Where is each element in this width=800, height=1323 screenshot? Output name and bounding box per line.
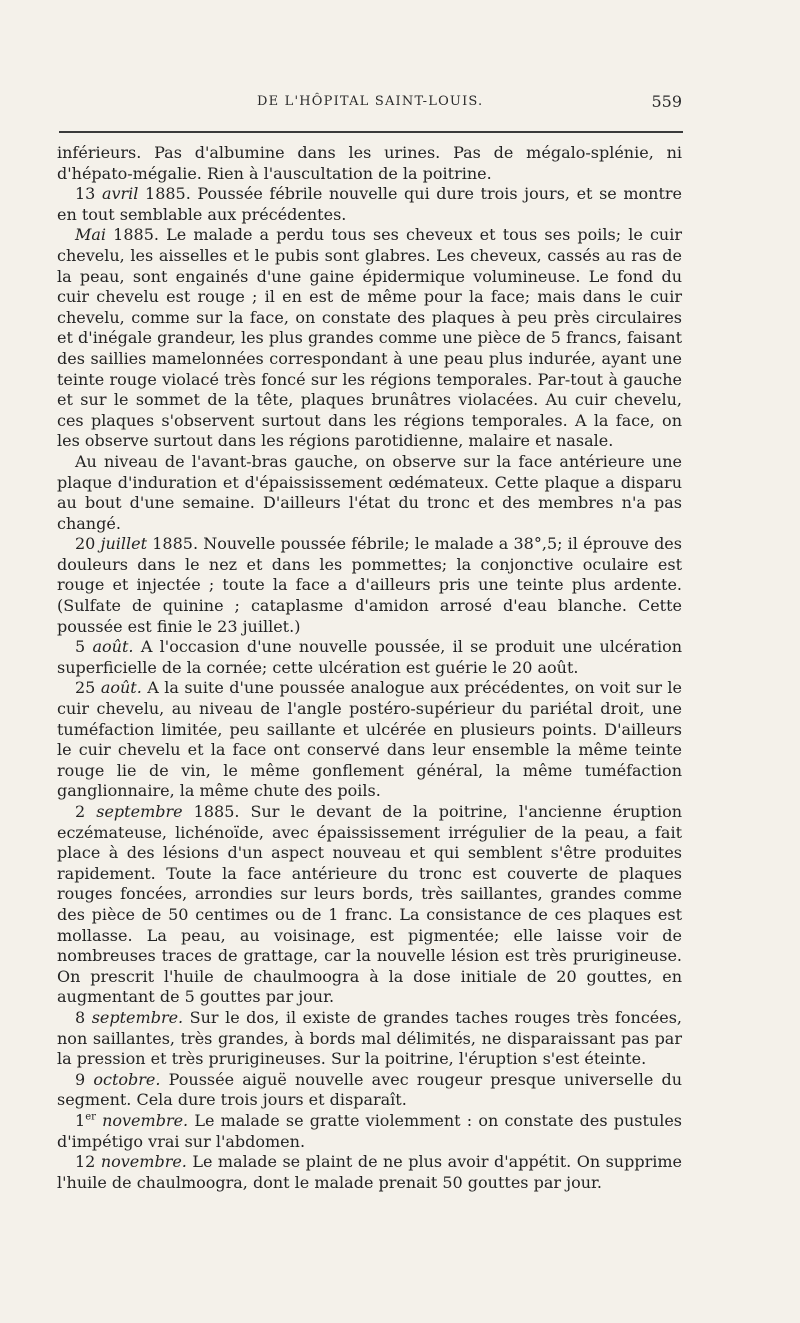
date-day: 8	[75, 1007, 92, 1027]
paragraph	[57, 1008, 682, 1070]
date-label: septembre.	[91, 1007, 184, 1027]
date-day: 12	[75, 1152, 101, 1172]
running-title: DE L'HÔPITAL SAINT-LOUIS.	[257, 94, 484, 109]
page-number: 559	[651, 92, 682, 111]
paragraph	[57, 225, 682, 452]
date-label: août.	[92, 637, 134, 657]
paragraph-text: 1885. Nouvelle poussée fébrile; le malade a 38°,5; il éprouve des douleurs dans le nez et dans les pommettes; la conjonctive oculaire est rouge et injectée ; toute la face a d'ailleurs pris une teinte plus ardente. (Sulfate de quinine ; cataplasme d'amidon arrosé d'eau blanche. Cette poussée est finie le 23 juillet.)	[57, 534, 682, 636]
date-day: 9	[75, 1069, 94, 1089]
paragraph-text: Le malade se gratte violemment : on constate des pustules d'impétigo vrai sur l'abdomen.	[57, 1110, 682, 1151]
paragraph	[57, 534, 682, 637]
paragraph	[57, 802, 682, 1008]
paragraph	[57, 1111, 682, 1152]
date-label: septembre	[96, 802, 183, 821]
date-day: 1	[75, 1110, 86, 1130]
paragraph-text: 1885. Le malade a perdu tous ses cheveux et tous ses poils; le cuir chevelu, les aisselles et le pubis sont glabres. Les cheveux, cassés au ras de la peau, sont engainés d'une gaine épidermique volumineuse. Le fond du cuir chevelu est rouge ; il en est de même pour la face; mais dans le cuir chevelu, comme sur la face, on constate des plaques à peu près circulaires et d'inégale grandeur, les plus grandes comme une pièce de 5 francs, faisant des saillies mamelonnées correspondant à une peau plus indurée, ayant une teinte rouge violacé très foncé sur les régions temporales. Par-tout à gauche et sur le sommet de la tête, plaques brunâtres violacées. Au cuir chevelu, ces plaques s'observent surtout dans les régions temporales. A la face, on les observe surtout dans les régions parotidienne, malaire et nasale.	[57, 225, 682, 451]
paragraph-text: inférieurs. Pas d'albumine dans les urines. Pas de mégalo-splénie, ni d'hépato-mégalie. Rien à l'auscultation de la poitrine.	[57, 143, 682, 183]
page-header	[0, 90, 800, 120]
date-label: avril	[101, 184, 139, 204]
paragraph	[57, 637, 682, 678]
paragraph	[57, 1070, 682, 1111]
paragraph-text: 1885. Poussée fébrile nouvelle qui dure trois jours, et se montre en tout semblable aux précédentes.	[57, 184, 682, 224]
paragraph-text: A l'occasion d'une nouvelle poussée, il se produit une ulcération superficielle de la cornée; cette ulcération est guérie le 20 août.	[57, 637, 683, 677]
header-rule	[59, 131, 683, 133]
paragraph-text: Sur le dos, il existe de grandes taches rouges très foncées, non saillantes, très grandes, à bords mal délimités, ne disparaissant pas par la pression et très prurigineuses. Sur la poitrine, l'éruption s'est éteinte.	[57, 1007, 683, 1069]
date-label: Mai	[75, 225, 107, 245]
paragraph-text: Au niveau de l'avant-bras gauche, on observe sur la face antérieure une plaque d'induration et d'épaississement œdémateux. Cette plaque a disparu au bout d'une semaine. D'ailleurs l'état du tronc et des membres n'a pas changé.	[57, 451, 682, 533]
date-day: 20	[75, 534, 101, 554]
paragraph-text: A la suite d'une poussée analogue aux précédentes, on voit sur le cuir chevelu, au niveau de l'angle postéro-supérieur du pariétal droit, une tuméfaction limitée, peu saillante et ulcérée en plusieurs points. D'ailleurs le cuir chevelu et la face ont conservé dans leur ensemble la même teinte rouge lie de vin, le même gonflement général, la même tuméfaction ganglionnaire, la même chute des poils.	[57, 678, 683, 801]
paragraph	[57, 143, 682, 184]
date-day: 2	[75, 802, 97, 821]
paragraph-text: Le malade se plaint de ne plus avoir d'appétit. On supprime l'huile de chaulmoogra, dont le malade prenait 50 gouttes par jour.	[57, 1152, 682, 1192]
date-label: novembre.	[102, 1110, 189, 1130]
paragraph-text: 1885. Sur le devant de la poitrine, l'ancienne éruption eczémateuse, lichénoïde, avec épaississement irrégulier de la peau, a fait place à des lésions d'un aspect nouveau et qui semblent s'être produites rapidement. Toute la face antérieure du tronc est couverte de plaques rouges foncées, arrondies sur leurs bords, très saillantes, grandes comme des pièce de 50 centimes ou de 1 franc. La consistance de ces plaques est mollasse. La peau, au voisinage, est pigmentée; elle laisse voir de nombreuses traces de grattage, car la nouvelle lésion est très prurigineuse. On prescrit l'huile de chaulmoogra à la dose initiale de 20 gouttes, en augmentant de 5 gouttes par jour.	[57, 802, 683, 1007]
paragraph	[57, 1152, 682, 1193]
paragraph	[57, 184, 682, 225]
date-label: juillet	[100, 534, 148, 554]
date-label: novembre.	[100, 1152, 187, 1172]
page-body	[57, 143, 682, 1193]
paragraph	[57, 678, 682, 802]
date-day: 5	[75, 637, 93, 657]
paragraph-text: Poussée aiguë nouvelle avec rougeur presque universelle du segment. Cela dure trois jours et disparaît.	[57, 1069, 683, 1110]
date-label: octobre.	[93, 1069, 161, 1089]
paragraph	[57, 452, 682, 534]
ordinal-suffix: er	[85, 1111, 96, 1123]
date-day: 25	[75, 678, 101, 698]
date-day: 13	[75, 184, 102, 204]
date-label: août.	[100, 678, 142, 698]
